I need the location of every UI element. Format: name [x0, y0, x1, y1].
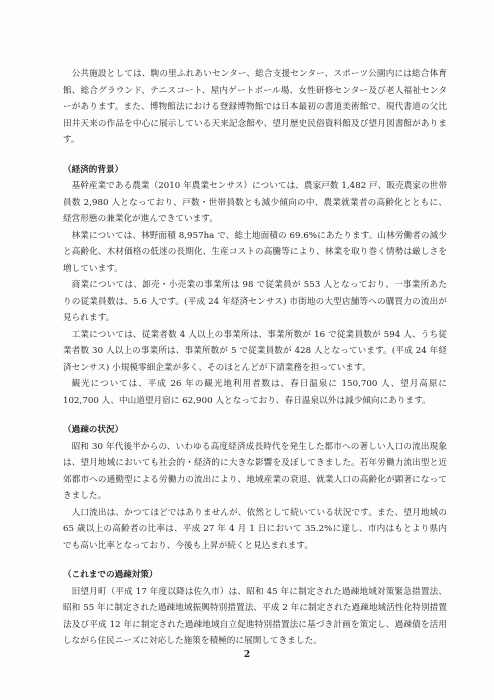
- section-gap: [63, 554, 447, 567]
- depopulation-heading: （過疎の状況）: [63, 425, 124, 435]
- intro-paragraph: 公共施設としては、駒の里ふれあいセンター、総合支援センター、スポーツ公園内には総合体育館、総合グラウンド、テニスコート、屋内ゲートボール場、女性研修センター及び老人福祉センターがあります。また、博物館法における登録博物館では日本最初の書道美術館で、現代書道の父比田井天来の作品を中心に展示している天来記念館や、望月歴史民俗資料館及び望月図書館があります。: [63, 69, 447, 145]
- tourism-paragraph: 観光については、平成 26 年の観光地利用者数は、春日温泉に 150,700 人、望月高原に 102,700 人、中山道望月宿に 62,900 人となっており、春日温泉以外は減少傾向にあります。: [63, 379, 447, 406]
- commerce-paragraph: 商業については、卸売・小売業の事業所は 98 で従業員が 553 人となっており、一事業所あたりの従業員数は、5.6 人です。(平成 24 年経済センサス) 市街地の大型店舗等への購買力の流出が見られます。: [63, 280, 447, 323]
- section-gap: [63, 409, 447, 422]
- industry-paragraph: 工業については、従業者数 4 人以上の事業所は、事業所数が 16 で従業員数が 594 人、うち従業者数 30 人以上の事業所は、事業所数が 5 で従業員数が 428 人となっています。(平成 24 年経済センサス) 小規模零細企業が多く、そのほとんどが下請業務を担っています。: [63, 329, 447, 373]
- page-content: [63, 66, 447, 650]
- page-number: 2: [243, 650, 251, 660]
- agriculture-paragraph: 基幹産業である農業（2010 年農業センサス）については、農家戸数 1,482 戸、販売農家の世帯員数 2,980 人となっており、戸数・世帯員数とも減少傾向の中、農業就業者の高齢化とともに、経営形態の兼業化が進んできています。: [63, 181, 447, 224]
- measures-heading: （これまでの過疎対策）: [63, 570, 158, 580]
- section-gap: [63, 149, 447, 162]
- population-outflow-paragraph: 人口流出は、かつてほどではありませんが、依然として続いている状況です。また、望月地域の 65 歳以上の高齢者の比率は、平成 27 年 4 月 1 日において 35.2%に達し、市内はもとより県内でも高い比率となっており、今後も上昇が続くと見込まれます。: [63, 507, 447, 551]
- measures-paragraph: 旧望月町（平成 17 年度以降は佐久市）は、昭和 45 年に制定された過疎地域対策緊急措置法、昭和 55 年に制定された過疎地域振興特別措置法、平成 2 年に制定された過疎地域活性化特別措置法及び平成 12 年に制定された過疎地域自立促進特別措置法に基づき計画を策定し、過疎債を活用しながら住民ニーズに対応した施策を積極的に展開してきました。: [63, 586, 447, 646]
- forestry-paragraph: 林業については、林野面積 8,957ha で、総土地面積の 69.6%にあたります。山林労働者の減少と高齢化、木材価格の低迷の長期化、生産コストの高騰等により、林業を取り巻く情勢は厳しさを増しています。: [63, 230, 447, 274]
- depopulation-paragraph: 昭和 30 年代後半からの、いわゆる高度経済成長時代を発生した都市への著しい人口の流出現象は、望月地域においても社会的・経済的に大きな影響を及ぼしてきました。若年労働力流出型と近郊都市への通勤型による労働力の流出により、地域産業の衰退、就業人口の高齢化が顕著になってきました。: [63, 441, 447, 501]
- economic-heading: （経済的背景）: [63, 164, 124, 175]
